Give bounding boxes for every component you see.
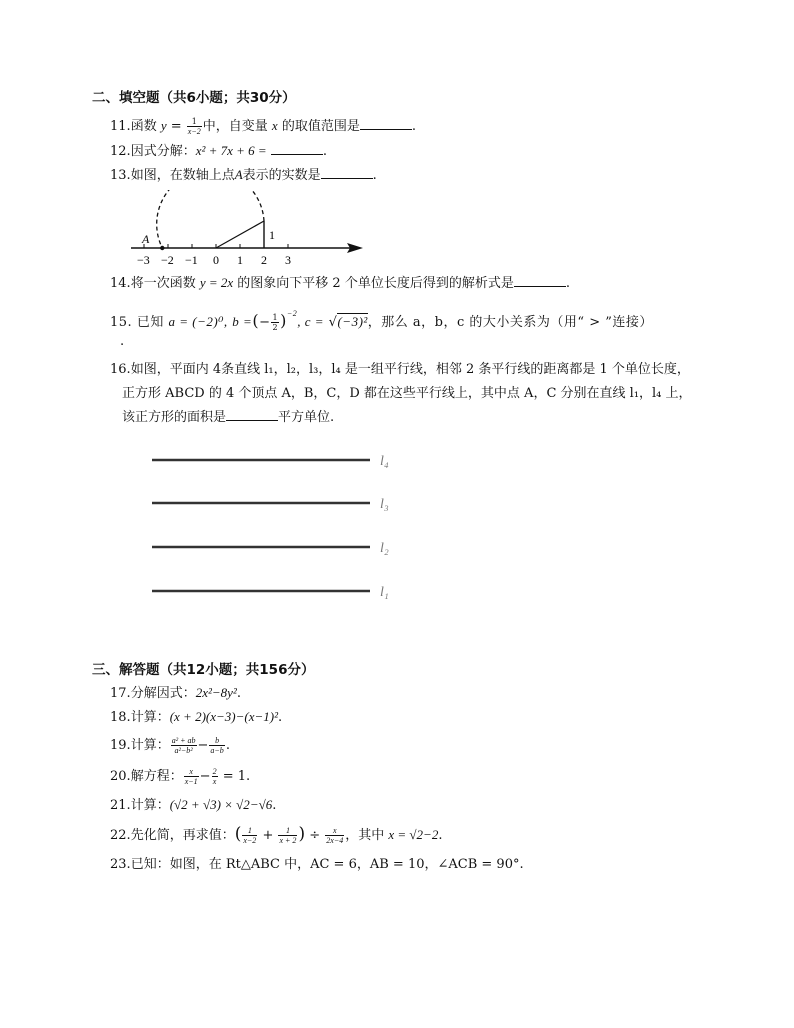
point-a — [160, 246, 164, 250]
q15-fraction: $\frac{1}{2}$ — [272, 313, 279, 332]
question-16: 16.如图，平面内 4条直线 l₁，l₂，l₃，l₄ 是一组平行线，相邻 2 条平行线的距离都是 1 个单位长度， — [110, 362, 690, 377]
tick-label: 0 — [213, 253, 219, 265]
section-3-title: 三、解答题（共12小题；共156分） — [92, 662, 315, 678]
q20-fraction-1: $\frac{x}{x-1}$ — [184, 767, 198, 786]
number-line-figure — [128, 190, 368, 265]
height-label: 1 — [269, 228, 275, 242]
question-15: 15. 已知 a = (−2)⁰, b =(− $\frac{1}{2}$ )$^{-2}$, c = √(−3)²，那么 a，b，c 的大小关系为（用“ > ”连接） — [110, 309, 653, 332]
answer-blank — [514, 276, 566, 287]
question-13: 13.如图，在数轴上点A表示的实数是 . — [110, 167, 377, 183]
question-18: 18.计算：(x + 2)(x−3)−(x−1)². — [110, 709, 283, 725]
question-21: 21.计算：(√2 + √3) × √2−√6. — [110, 797, 277, 813]
question-15-cont: . — [120, 334, 125, 349]
q11-fraction: $\frac{1}{x-2}$ — [187, 117, 201, 136]
question-19: 19.计算： $\frac{\text{a² + ab}}{\text{a²−b²}}$ − $\frac{b}{a-b}$ . — [110, 736, 230, 755]
question-12: 12.因式分解：x² + 7x + 6 = . — [110, 143, 327, 159]
q19-fraction-2: $\frac{b}{a-b}$ — [210, 736, 224, 755]
parallel-lines-figure — [148, 448, 408, 608]
tick-label: −2 — [161, 253, 174, 265]
answer-blank — [226, 410, 278, 421]
label-l3: l₃ — [380, 497, 389, 512]
question-17: 17.分解因式：2x²−8y². — [110, 685, 241, 701]
point-a-label: A — [142, 232, 150, 246]
tick-label: 2 — [261, 253, 267, 265]
q22-fraction-1: $\frac{1}{x-2}$ — [243, 826, 257, 845]
label-l1: l₁ — [380, 585, 389, 600]
q11-number: 11. — [110, 119, 131, 134]
question-16-line2: 正方形 ABCD 的 4 个顶点 A，B，C，D 都在这些平行线上，其中点 A，C 分别在直线 l₁，l₄ 上， — [122, 386, 692, 401]
dashed-arc — [157, 190, 264, 248]
question-20: 20.解方程： $\frac{x}{x-1}$ − $\frac{2}{x}$ = 1. — [110, 767, 251, 786]
answer-blank — [321, 168, 373, 179]
answer-blank — [271, 144, 323, 155]
q22-fraction-3: $\frac{x}{2x-4}$ — [326, 826, 344, 845]
label-l4: l₄ — [380, 454, 389, 469]
question-16-line3: 该正方形的面积是 平方单位. — [122, 410, 335, 425]
tick-label: −1 — [185, 253, 198, 265]
radical-icon: √ — [328, 315, 338, 330]
tick-label: 1 — [237, 253, 243, 265]
triangle-hypotenuse — [216, 221, 264, 248]
tick-label: 3 — [285, 253, 291, 265]
tick-label: −3 — [137, 253, 150, 265]
answer-blank — [360, 119, 412, 130]
label-l2: l₂ — [380, 541, 389, 556]
q20-fraction-2: $\frac{2}{x}$ — [212, 767, 217, 786]
question-22: 22.先化简，再求值：( $\frac{1}{x-2}$ + $\frac{1}{x + 2}$ ) ÷ $\frac{x}{2x-4}$ ，其中 x = √2−2. — [110, 824, 443, 845]
q19-fraction-1: $\frac{\text{a² + ab}}{\text{a²−b²}}$ — [171, 736, 196, 755]
section-2-title: 二、填空题（共6小题；共30分） — [92, 90, 296, 106]
q22-fraction-2: $\frac{1}{x + 2}$ — [279, 826, 297, 845]
question-14: 14.将一次函数 y = 2x 的图象向下平移 2 个单位长度后得到的解析式是 . — [110, 275, 570, 291]
question-23: 23.已知：如图，在 Rt△ABC 中，AC = 6，AB = 10，∠ACB = 90°. — [110, 857, 524, 872]
question-11: 11.函数 y = $\frac{1}{x-2}$ 中，自变量 x 的取值范围是 . — [110, 117, 416, 136]
